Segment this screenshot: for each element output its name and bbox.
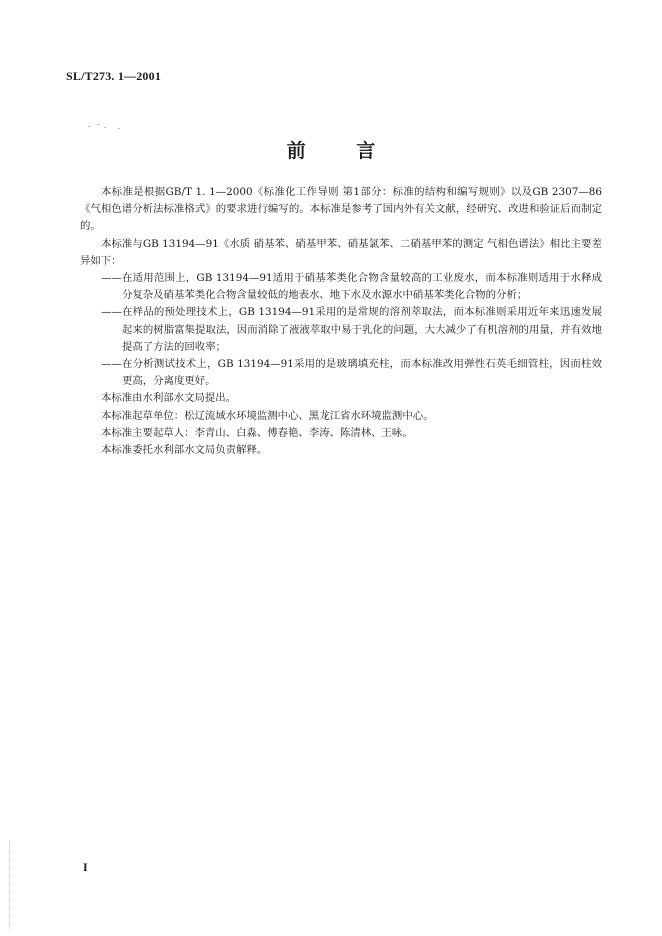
scan-speck [88, 126, 90, 127]
proposer-paragraph: 本标准由水利部水文局提出。 [101, 392, 237, 405]
page-number: I [83, 860, 88, 874]
interpretation-paragraph: 本标准委托水利部水文局负责解释。 [101, 444, 268, 457]
comparison-paragraph: 本标准与GB 13194—91《水质 硝基苯、硝基甲苯、硝基氯苯、二硝基甲苯的测定 气相色谱法》相比主要差异如下： [80, 237, 602, 267]
scan-speck [104, 127, 106, 128]
foreword-body [80, 184, 602, 459]
drafters-paragraph: 本标准主要起草人：李青山、白淼、傅春艳、李涛、陈清林、王咏。 [101, 426, 413, 439]
intro-paragraph: 本标准是根据GB/T 1. 1—2000《标准化工作导则 第1部分：标准的结构和编写规则》以及GB 2307—86《气相色谱分析法标准格式》的要求进行编写的。本标准是参考了国内外有关文献，经研究、改进和验证后而制定的。 [80, 186, 602, 233]
binding-edge [9, 840, 12, 930]
scan-specks [88, 122, 128, 130]
scan-speck [97, 124, 99, 125]
standard-code: SL/T273. 1—2001 [66, 69, 162, 83]
difference-item-scope: ——在适用范围上，GB 13194—91适用于硝基苯类化合物含量较高的工业废水，而本标准则适用于水释成分复杂及硝基苯类化合物含量较低的地表水、地下水及水源水中硝基苯类化合物的分析； [101, 272, 602, 302]
difference-item-pretreatment: ——在样品的预处理技术上，GB 13194—91采用的是常规的溶剂萃取法，而本标准则采用近年来迅速发展起来的树脂富集提取法，因而消除了液液萃取中易于乳化的问题，大大减少了有机溶剂的用量，并有效地提高了方法的回收率； [101, 306, 602, 353]
difference-item-column: ——在分析测试技术上，GB 13194—91采用的是玻璃填充柱，而本标准改用弹性石英毛细管柱，因而柱效更高，分离度更好。 [101, 358, 602, 388]
page-title: 前 言 [286, 140, 398, 162]
drafting-units-paragraph: 本标准起草单位：松辽流域水环境监测中心、黑龙江省水环境监测中心。 [101, 409, 434, 422]
scan-speck [118, 128, 120, 129]
